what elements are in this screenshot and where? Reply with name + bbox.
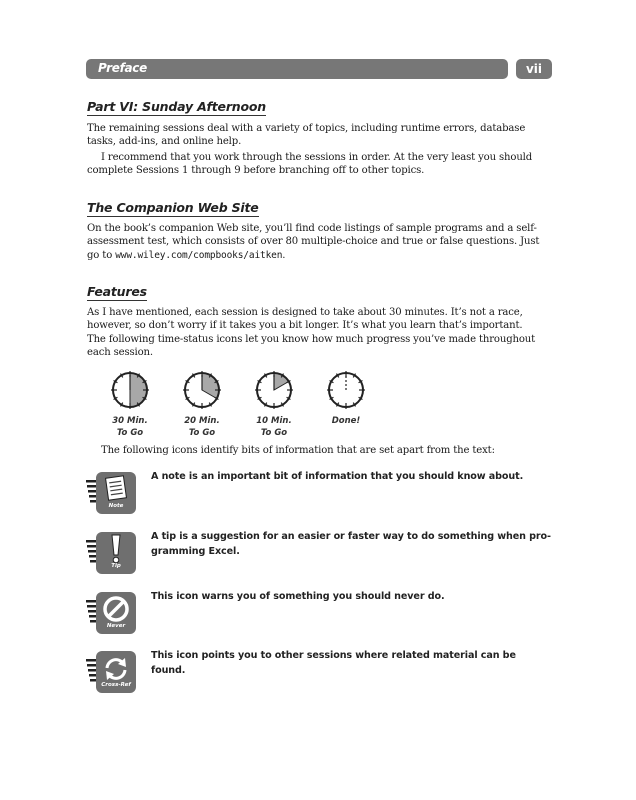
tip-callout [84, 529, 554, 577]
timer-label-line1: Done! [331, 416, 361, 426]
part-six-heading: Part VI: Sunday Afternoon [87, 99, 266, 114]
never-icon-caption: Never [106, 623, 126, 629]
timer-label [316, 415, 376, 427]
companion-paragraph [87, 222, 542, 262]
features-heading: Features [87, 284, 147, 299]
companion-heading: The Companion Web Site [87, 200, 259, 215]
clock-20-icon [180, 368, 224, 412]
timer-20-min [172, 368, 232, 439]
cross-ref-icon-caption: Cross-Ref [101, 682, 131, 688]
note-icon [84, 469, 140, 517]
features-paragraph-2: The following icons identify bits of information that are set apart from the text: [101, 445, 495, 456]
cross-ref-text: This icon points you to other sessions where related material can be found. [151, 650, 516, 676]
timer-10-min [244, 368, 304, 439]
features-paragraph-1: As I have mentioned, each session is designed to take about 30 minutes. It’s not a race, however, so don’t worry if it takes you a bit longer. It’s what you learn that’s important. The following time-status icons let you know how much progress you’ve made throughout each session. [87, 307, 536, 359]
timer-label-line1: 20 Min. [184, 416, 220, 426]
timer-label-line2: To Go [116, 428, 144, 438]
clock-remaining-wedge [202, 373, 219, 399]
note-icon-caption: Note [108, 503, 124, 509]
timer-done [316, 368, 376, 427]
timer-label [172, 415, 232, 439]
timer-label-line1: 10 Min. [256, 416, 292, 426]
cross-ref-callout [84, 648, 554, 696]
part-six-paragraph-1: The remaining sessions deal with a variety of topics, including runtime errors, database tasks, add-ins, and online help. [87, 123, 526, 148]
tip-icon [84, 529, 140, 577]
never-text: This icon warns you of something you should never do. [151, 591, 445, 602]
timer-label-line2: To Go [188, 428, 216, 438]
timer-label-line2: To Go [260, 428, 288, 438]
companion-text: On the book’s companion Web site, you’ll find code listings of sample programs and a self-assessment test, which consists of over 80 multiple-choice and true or false questions. Just go to [87, 223, 540, 261]
clock-done-icon [324, 368, 368, 412]
section-title: Preface [98, 61, 147, 75]
never-callout [84, 589, 554, 637]
timer-label [244, 415, 304, 439]
companion-url[interactable]: www.wiley.com/compbooks/aitken [115, 249, 283, 261]
time-status-icons [100, 368, 400, 438]
part-six-paragraph-2: I recommend that you work through the sessions in order. At the very least you should complete Sessions 1 through 9 before branching off to other topics. [87, 152, 533, 177]
tip-text: A tip is a suggestion for an easier or faster way to do something when pro-gramming Excel. [151, 531, 551, 557]
timer-30-min [100, 368, 160, 439]
page-number: vii [516, 59, 552, 79]
clock-10-icon [252, 368, 296, 412]
never-icon [84, 589, 140, 637]
cross-ref-icon [84, 648, 140, 696]
timer-label-line1: 30 Min. [112, 416, 148, 426]
note-callout [84, 469, 554, 517]
clock-30-icon [108, 368, 152, 412]
tip-icon-caption: Tip [111, 563, 121, 569]
note-text: A note is an important bit of information that you should know about. [151, 471, 524, 482]
header-bar [86, 59, 508, 79]
companion-end: . [282, 249, 286, 261]
timer-label [100, 415, 160, 439]
